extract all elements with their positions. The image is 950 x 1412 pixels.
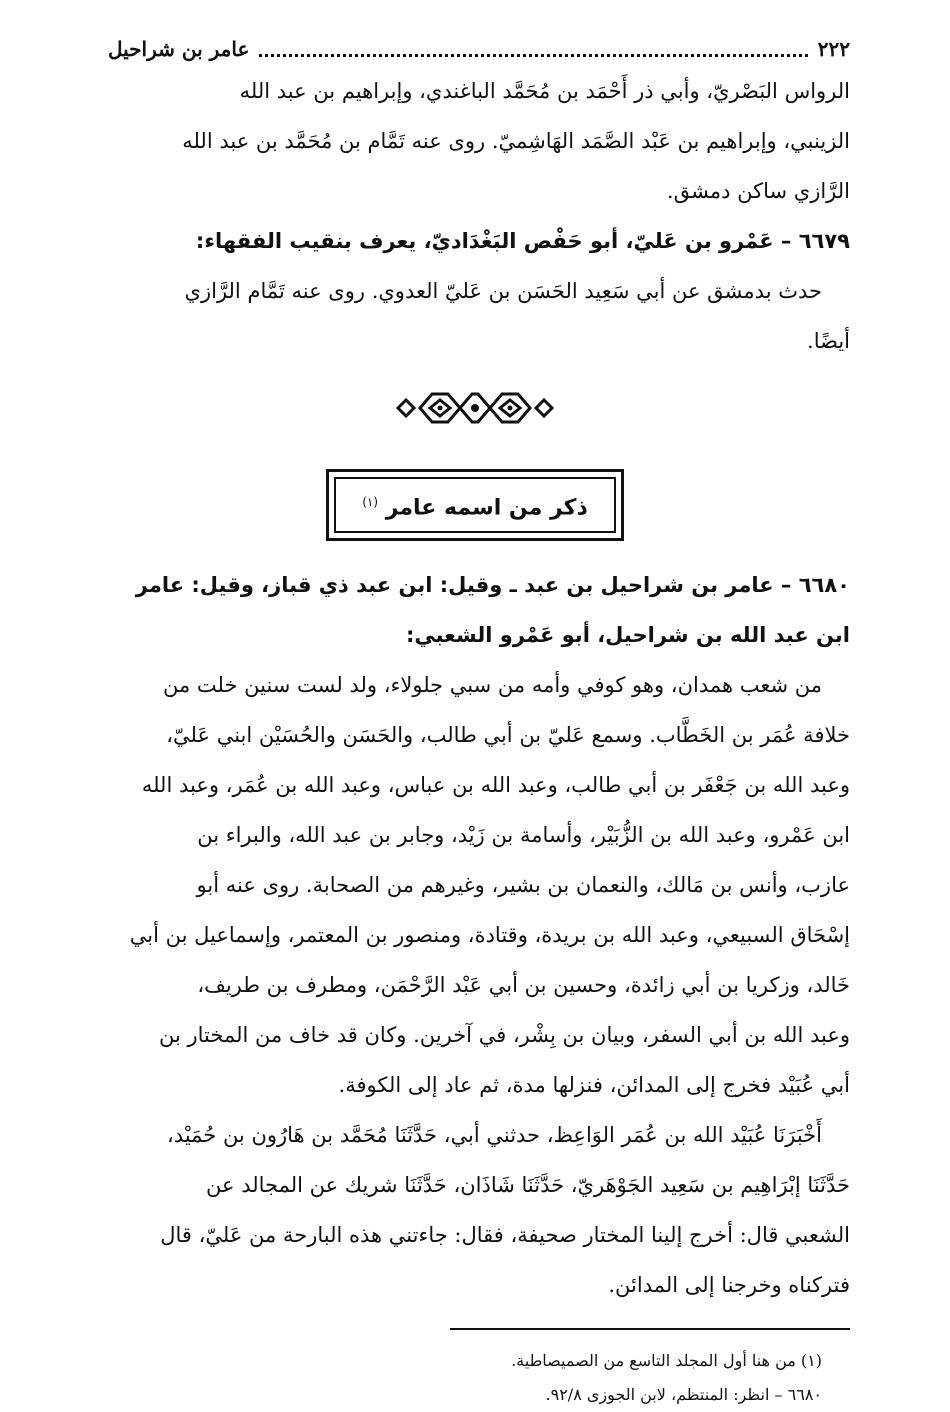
text-line: الرواس البَصْريّ، وأبي ذر أَحْمَد بن مُحَمَّد الباغندي، وإبراهيم بن عبد الله [239,79,850,103]
entry-body-6679 [100,266,850,366]
text-line: فتركناه وخرجنا إلى المدائن. [608,1273,850,1297]
intro-paragraph [100,66,850,216]
text-line: ابن عَمْرو، وعبد الله بن الزُّبَيْر، وأسامة بن زَيْد، وجابر بن عبد الله، والبراء بن [197,823,850,847]
text-line: أيضًا. [807,329,850,353]
entry-heading-6679: ٦٦٧٩ – عَمْرو بن عَليّ، أبو حَفْص البَغْدَاديّ، يعرف بنقيب الفقهاء: [195,229,850,253]
text-line: عازب، وأنس بن مَالك، والنعمان بن بشير، وغيرهم من الصحابة. روى عنه أبو [196,873,850,897]
text-line: حدث بدمشق عن أبي سَعِيد الحَسَن بن عَليّ العدوي. روى عنه تَمَّام الرَّازي [184,279,822,303]
section-title-box [326,469,624,541]
section-title [334,477,616,533]
footnote: ٦٦٨٠ – انظر: المنتظم، لابن الجوزى ٩٢/٨. [545,1385,822,1404]
text-line: أَخْبَرَنَا عُبَيْد الله بن عُمَر الوَاعِظ، حدثني أبي، حَدَّثَنَا مُحَمَّد بن هَارُون بن حُمَيْد، [167,1123,822,1147]
footnotes [100,1344,850,1412]
text-line: وعبد الله بن جَعْفَر بن أبي طالب، وعبد الله بن عباس، وعبد الله بن عُمَر، وعبد الله [141,773,850,797]
ornament-divider [100,366,850,450]
text-line: وعبد الله بن أبي السفر، وبيان بن بِشْر، في آخرين. وكان قد خاف من المختار بن [159,1023,850,1047]
section-box-wrap [100,450,850,560]
ornament-icon [390,386,560,430]
page-body [100,66,850,1412]
entry-6680-paragraph-1 [100,660,850,1110]
running-title: عامر بن شراحيل [108,37,250,61]
text-line: الرَّازي ساكن دمشق. [666,179,850,203]
header-dot-leader [259,42,807,57]
text-line: حَدَّثَنَا إبْرَاهِيم بن سَعِيد الجَوْهَريّ، حَدَّثَنَا شَاذَان، حَدَّثَنَا شريك عن المجالد عن [206,1173,850,1197]
text-line: إسْحَاق السبيعي، وعبد الله بن بريدة، وقتادة، ومنصور بن المعتمر، وإسماعيل بن أبي [129,923,850,947]
page-header [108,34,850,64]
text-line: الشعبي قال: أخرج إلينا المختار صحيفة، فقال: جاءتني هذه البارحة من عَليّ، قال [160,1223,850,1247]
page-number: ٢٢٢ [817,37,850,61]
entry-6680-paragraph-2 [100,1110,850,1310]
heading-line: ٦٦٨٠ – عامر بن شراحيل بن عبد ـ وقيل: ابن عبد ذي قباز، وقيل: عامر [135,573,850,597]
text-line: خَالد، وزكريا بن أبي زائدة، وحسين بن أبي عَبْد الرَّحْمَن، ومطرف بن طريف، [197,973,850,997]
footnote-marker: (١) [362,494,379,509]
section-title-text: ذكر من اسمه عامر [385,495,588,521]
text-line: أبي عُبَيْد فخرج إلى المدائن، فنزلها مدة، ثم عاد إلى الكوفة. [338,1073,850,1097]
text-line: خلافة عُمَر بن الخَطَّاب. وسمع عَليّ بن أبي طالب، والحَسَن والحُسَيْن ابني عَليّ، [166,723,850,747]
footnote-rule [450,1328,850,1330]
text-line: من شعب همدان، وهو كوفي وأمه من سبي جلولاء، ولد لست سنين خلت من [162,673,822,697]
footnote: (١) من هنا أول المجلد التاسع من الصميصاطية. [511,1351,822,1370]
heading-line: ابن عبد الله بن شراحيل، أبو عَمْرو الشعبي: [405,623,850,647]
text-line: الزينبي، وإبراهيم بن عَبْد الصَّمَد الهَاشِميّ. روى عنه تَمَّام بن مُحَمَّد بن عبد الله [182,129,850,153]
entry-heading-6680 [100,560,850,660]
